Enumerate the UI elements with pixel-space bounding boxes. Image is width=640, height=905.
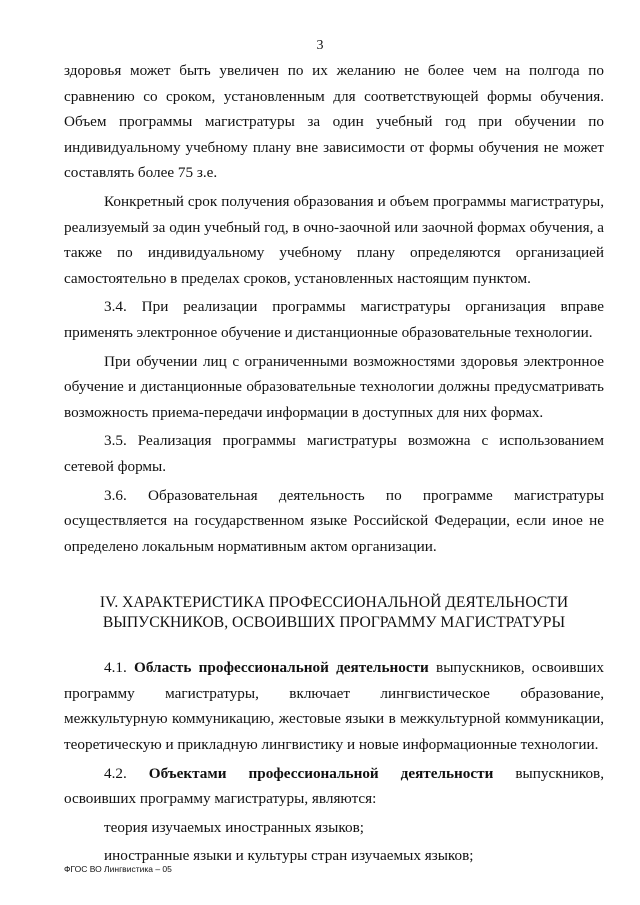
paragraph-3-5: 3.5. Реализация программы магистратуры возможна с использованием сетевой формы. xyxy=(64,432,604,475)
clause-number: 4.1. xyxy=(104,659,127,677)
list-item: иностранные языки и культуры стран изучаемых языков; xyxy=(104,847,474,865)
bold-term: Объектами профессиональной деятельности xyxy=(148,764,494,782)
paragraph-3-6: 3.6. Образовательная деятельность по программе магистратуры осуществляется на государственном языке Российской Федерации, если иное не определено локальным нормативным актом организации. xyxy=(64,486,604,555)
page-number: 3 xyxy=(316,38,324,53)
paragraph-3-4: 3.4. При реализации программы магистратуры организация вправе применять электронное обучение и дистанционные образовательные технологии. xyxy=(64,298,604,341)
footer-label: ФГОС ВО Лингвистика – 05 xyxy=(64,864,172,874)
paragraph-term-volume: Конкретный срок получения образования и объем программы магистратуры, реализуемый за один учебный год, в очно-заочной или заочной формах обучения, а также по индивидуальному учебному плану определяются организацией самостоятельно в пределах сроков, установленных настоящим пунктом. xyxy=(64,192,604,287)
clause-text: выпускников, освоивших программу магистратуры, являются: xyxy=(64,764,604,808)
clause-text: выпускников, освоивших программу магистратуры, включает лингвистическое образование, межкультурную коммуникацию, жестовые языки в межкультурной коммуникации, теоретическую и прикладную лингвистику и новые информационные технологии. xyxy=(64,659,605,754)
paragraph-disabilities: При обучении лиц с ограниченными возможностями здоровья электронное обучение и дистанционные образовательные технологии должны предусматривать возможность приема-передачи информации в доступных для них формах. xyxy=(64,352,604,421)
section-heading xyxy=(64,593,604,633)
paragraph-4-2 xyxy=(64,761,604,812)
paragraph-4-1 xyxy=(64,655,604,757)
clause-number: 4.2. xyxy=(104,764,127,782)
list-item: теория изучаемых иностранных языков; xyxy=(104,818,364,836)
document-body xyxy=(64,58,604,869)
bold-term: Область профессиональной деятельности xyxy=(134,659,429,677)
paragraph-continuation: здоровья может быть увеличен по их желанию не более чем на полгода по сравнению со сроком, установленным для соответствующей формы обучения. Объем программы магистратуры за один учебный год при обучении по индивидуальному учебному плану вне зависимости от формы обучения не может составлять более 75 з.е. xyxy=(64,62,604,182)
section-heading-line2: ВЫПУСКНИКОВ, ОСВОИВШИХ ПРОГРАММУ МАГИСТРАТУРЫ xyxy=(102,614,566,632)
section-heading-line1: IV. ХАРАКТЕРИСТИКА ПРОФЕССИОНАЛЬНОЙ ДЕЯТЕЛЬНОСТИ xyxy=(99,594,569,612)
